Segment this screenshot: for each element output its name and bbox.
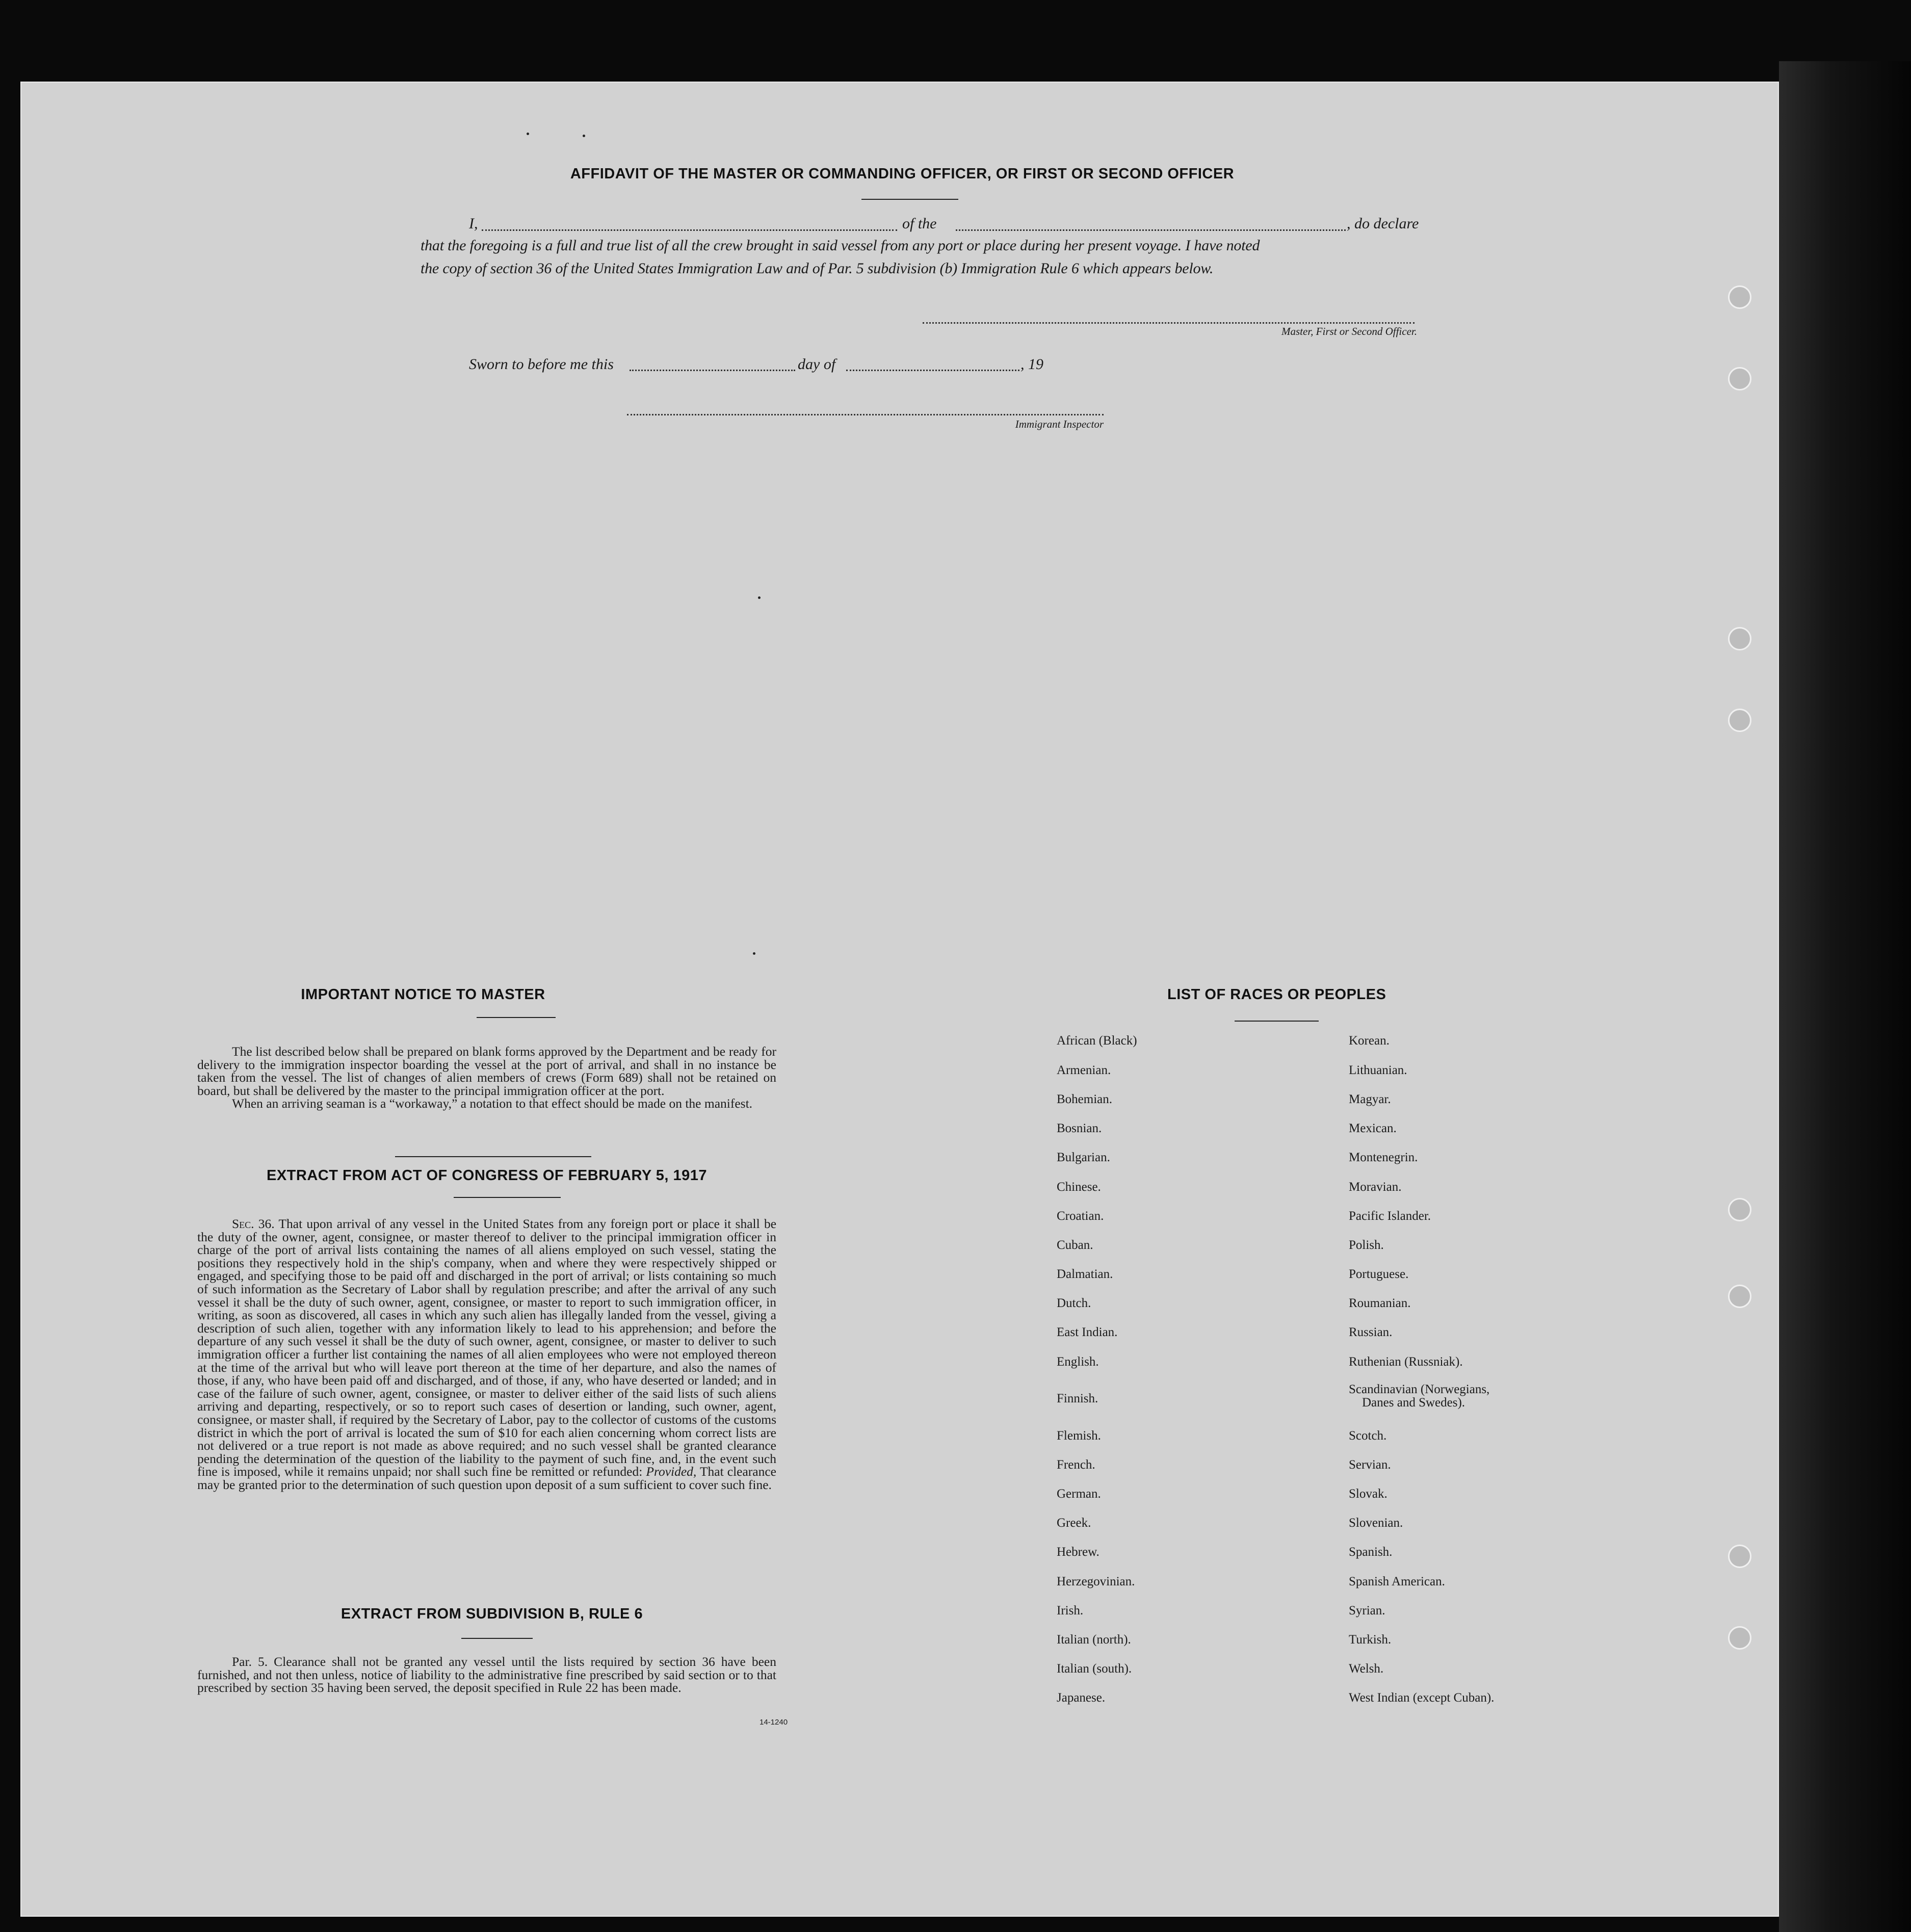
race-left-item: Dalmatian. [1057, 1267, 1113, 1281]
extract-act-title: EXTRACT FROM ACT OF CONGRESS OF FEBRUARY 5, 1917 [266, 1167, 708, 1184]
race-right-item: West Indian (except Cuban). [1349, 1691, 1495, 1705]
races-title: LIST OF RACES OR PEOPLES [1167, 986, 1386, 1003]
name-blank[interactable] [482, 229, 897, 231]
divider-rule [395, 1156, 591, 1157]
race-right-item: Slovak. [1349, 1487, 1388, 1501]
sworn-day-blank[interactable] [630, 370, 795, 371]
race-left-item: Croatian. [1057, 1209, 1104, 1223]
section-label: Sec. 36. [232, 1216, 275, 1231]
scan-edge [1779, 61, 1911, 1932]
race-left-item: Chinese. [1057, 1180, 1101, 1194]
race-left-item: French. [1057, 1458, 1095, 1472]
race-right-item: Spanish American. [1349, 1575, 1445, 1588]
form-number: 14-1240 [760, 1718, 788, 1727]
affidavit-line3: the copy of section 36 of the United States Immigration Law and of Par. 5 subdivision (b) Immigration Rule 6 which appears below. [421, 260, 1214, 277]
race-right-item: Korean. [1349, 1034, 1390, 1048]
extract-rule-body [197, 1655, 776, 1694]
affidavit-line2: that the foregoing is a full and true list of all the crew brought in said vessel from any port or place during her present voyage. I have noted [421, 237, 1260, 254]
race-right-item: Mexican. [1349, 1121, 1397, 1135]
scan-speck [527, 133, 529, 135]
race-right-item: Scandinavian (Norwegians, [1349, 1382, 1490, 1396]
vessel-blank[interactable] [956, 229, 1346, 231]
title-rule [861, 199, 958, 200]
race-right-item: Scotch. [1349, 1429, 1387, 1443]
provided-word: Provided, [646, 1464, 697, 1479]
punch-hole [1728, 1198, 1751, 1221]
race-left-item: Bohemian. [1057, 1092, 1113, 1106]
race-left-item: Armenian. [1057, 1063, 1111, 1077]
extract-rule-title: EXTRACT FROM SUBDIVISION B, RULE 6 [341, 1606, 643, 1622]
punch-hole [1728, 709, 1751, 732]
race-right-item: Moravian. [1349, 1180, 1402, 1194]
race-right-item: Lithuanian. [1349, 1063, 1407, 1077]
race-right-item: Polish. [1349, 1238, 1384, 1252]
officer-signature-line[interactable] [923, 322, 1415, 324]
affidavit-line1-start: I, [469, 215, 478, 232]
notice-title: IMPORTANT NOTICE TO MASTER [301, 986, 545, 1003]
race-left-item: Bosnian. [1057, 1121, 1102, 1135]
punch-hole [1728, 1545, 1751, 1568]
race-right-item: Servian. [1349, 1458, 1391, 1472]
notice-paragraph-2: When an arriving seaman is a “workaway,” a notation to that effect should be made on the manifest. [232, 1096, 753, 1111]
punch-hole [1728, 1285, 1751, 1308]
race-left-item: Flemish. [1057, 1429, 1101, 1443]
race-right-item: Pacific Islander. [1349, 1209, 1431, 1223]
punch-hole [1728, 1626, 1751, 1650]
race-left-item: German. [1057, 1487, 1101, 1501]
race-left-item: English. [1057, 1355, 1099, 1369]
punch-hole [1728, 367, 1751, 390]
race-left-item: Hebrew. [1057, 1545, 1100, 1559]
race-right-item: Roumanian. [1349, 1296, 1411, 1310]
sworn-mid: day of [798, 356, 836, 373]
race-right-item: Montenegrin. [1349, 1151, 1418, 1164]
race-left-item: Dutch. [1057, 1296, 1091, 1310]
race-left-item: Herzegovinian. [1057, 1575, 1135, 1588]
race-right-item: Magyar. [1349, 1092, 1391, 1106]
affidavit-line1-mid: of the [902, 215, 937, 232]
affidavit-line1-end: , do declare [1347, 215, 1419, 232]
race-left-item: Greek. [1057, 1516, 1091, 1530]
inspector-signature-line[interactable] [627, 414, 1104, 415]
race-right-item: Portuguese. [1349, 1267, 1409, 1281]
punch-hole [1728, 627, 1751, 650]
race-left-item: Japanese. [1057, 1691, 1106, 1705]
race-right-item: Ruthenian (Russniak). [1349, 1355, 1463, 1369]
race-left-item: Irish. [1057, 1604, 1084, 1617]
scan-speck [583, 135, 585, 137]
extract-act-rule [454, 1197, 561, 1198]
scan-speck [758, 596, 761, 599]
inspector-caption: Immigrant Inspector [1015, 418, 1104, 430]
race-right-item: Danes and Swedes). [1362, 1396, 1465, 1409]
sworn-end: , 19 [1020, 356, 1043, 373]
officer-caption: Master, First or Second Officer. [1281, 325, 1417, 337]
sworn-start: Sworn to before me this [469, 356, 614, 373]
race-left-item: Finnish. [1057, 1392, 1098, 1405]
races-rule [1235, 1021, 1319, 1022]
sworn-month-blank[interactable] [846, 370, 1019, 371]
affidavit-title: AFFIDAVIT OF THE MASTER OR COMMANDING OFFICER, OR FIRST OR SECOND OFFICER [570, 166, 1235, 182]
punch-hole [1728, 285, 1751, 309]
section-text: That upon arrival of any vessel in the United States from any foreign port or place it shall be the duty of the owner, agent, consignee, or master thereof to deliver to the principal immigration officer in charge of the port of arrival lists containing the names of all aliens employed on such vessel, stating the positions they respectively hold in the ship's company, when and where they were respectively shipped or engaged, and specifying those to be paid off and discharged in the port of arrival; or lists containing so much of such information as the Secretary of Labor shall by regulation prescribe; and after the arrival of any such vessel it shall be the duty of such owner, agent, consignee, or master to report to such immigration officer, in writing, as soon as discovered, all cases in which any such alien has illegally landed from the vessel, giving a description of such alien, together with any information likely to lead to his apprehension; and before the departure of any such vessel it shall be the duty of such owner, agent, consignee, or master to deliver to such immigration officer a further list containing the names of all alien employees who were not employed thereon at the time of the arrival but who will leave port thereon at the time of her departure, and also the names of those, if any, who have been paid off and discharged, and of those, if any, who have deserted or landed; and in case of the failure of such owner, agent, consignee, or master to deliver either of the said lists of such aliens arriving and departing, respectively, or so to report such cases of desertion or landing, such owner, agent, consignee, or master shall, if required by the Secretary of Labor, pay to the collector of customs of the customs district in which the port of arrival is located the sum of $10 for each alien concerning whom correct lists are not delivered or a true report is not made as above required; and no such vessel shall be granted clearance pending the determination of the question of the liability to the payment of such fine, and, in the event such fine is imposed, while it remains unpaid; nor shall such fine be remitted or refunded: [197, 1216, 777, 1479]
race-left-item: African (Black) [1057, 1034, 1137, 1048]
race-left-item: Cuban. [1057, 1238, 1093, 1252]
race-right-item: Welsh. [1349, 1662, 1384, 1676]
race-right-item: Russian. [1349, 1325, 1393, 1339]
scan-speck [753, 952, 755, 955]
notice-paragraph-1: The list described below shall be prepared on blank forms approved by the Department and be ready for delivery to the immigration inspector boarding the vessel at the port of arrival, and shall in no instance be taken from the vessel. The list of changes of alien members of crews (Form 689) shall not be retained on board, but shall be delivered by the master to the principal immigration officer at the port. [197, 1044, 776, 1098]
race-left-item: East Indian. [1057, 1325, 1118, 1339]
section-text-end: That clearance may be granted prior to the determination of such question upon deposit of a sum sufficient to cover such fine. [197, 1464, 776, 1492]
race-right-item: Turkish. [1349, 1633, 1392, 1647]
race-left-item: Bulgarian. [1057, 1151, 1110, 1164]
extract-rule-rule [461, 1638, 533, 1639]
race-right-item: Spanish. [1349, 1545, 1393, 1559]
extract-act-body [197, 1217, 776, 1491]
rule-text: Par. 5. Clearance shall not be granted any vessel until the lists required by section 36 have been furnished, and not then unless, notice of liability to the administrative fine prescribed by said section or to that prescribed by section 35 having been served, the deposit specified in Rule 22 has been made. [197, 1654, 776, 1695]
race-left-item: Italian (south). [1057, 1662, 1132, 1676]
document-page [20, 82, 1779, 1917]
race-left-item: Italian (north). [1057, 1633, 1131, 1647]
race-right-item: Syrian. [1349, 1604, 1385, 1617]
notice-body [197, 1045, 776, 1110]
race-right-item: Slovenian. [1349, 1516, 1403, 1530]
notice-rule [477, 1017, 556, 1018]
